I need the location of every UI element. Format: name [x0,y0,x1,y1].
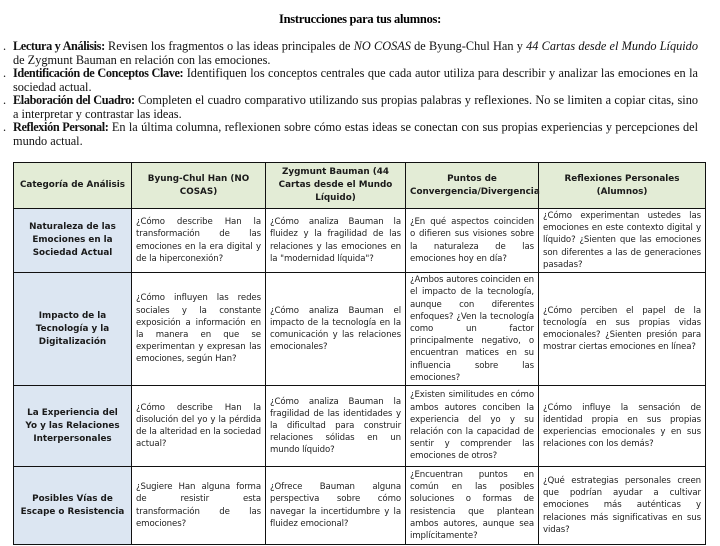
list-bullet: . [3,120,7,134]
instruction-text: de Zygmunt Bauman en relación con las emociones. [13,52,271,67]
convergencia-cell: ¿Existen similitudes en cómo ambos autores conciben la experiencia del yo y su relación con la capacidad de sentir y comprender las emociones de otros? [406,386,539,467]
category-cell: Posibles Vías de Escape o Resistencia [14,467,132,545]
instruction-text: Completen el cuadro comparativo utilizando sus propias palabras y reflexiones. No se limiten a copiar citas, sino a interpretar y contrastar las ideas. [13,93,699,121]
bauman-cell: ¿Cómo analiza Bauman la fluidez y la fragilidad de las relaciones y las emociones en la "modernidad líquida"? [266,209,406,273]
instruction-item-identificacion [0,67,720,94]
instruction-text: de Byung-Chul Han y [410,39,527,53]
table-row [14,386,706,467]
instruction-label: Identificación de Conceptos Clave: [13,66,184,80]
reflexiones-cell: ¿Qué estrategias personales creen que podrían ayudar a cultivar emociones más auténticas y relaciones más significativas en sus vidas? [539,467,706,545]
list-bullet: . [3,66,7,80]
list-bullet: . [3,39,7,53]
table-row [14,273,706,386]
header-convergencia: Puntos de Convergencia/Divergencia [406,163,539,209]
comparison-table [13,162,706,545]
category-cell: Naturaleza de las Emociones en la Sociedad Actual [14,209,132,273]
instruction-item-elaboracion [0,94,720,121]
instructions-list [0,40,720,148]
bauman-cell: ¿Cómo analiza Bauman el impacto de la tecnología en la comunicación y las relaciones emocionales? [266,273,406,386]
instruction-label: Elaboración del Cuadro: [13,93,135,107]
bauman-cell: ¿Ofrece Bauman alguna perspectiva sobre cómo navegar la incertidumbre y la fluidez emocional? [266,467,406,545]
instruction-text: Identifiquen los conceptos centrales que cada autor utiliza para describir y analizar las emociones en la sociedad actual. [13,66,698,94]
header-reflexiones: Reflexiones Personales (Alumnos) [539,163,706,209]
han-cell: ¿Cómo describe Han la disolución del yo y la pérdida de la alteridad en la sociedad actual? [132,386,266,467]
convergencia-cell: ¿En qué aspectos coinciden o difieren sus visiones sobre la naturaleza de las emociones hoy en día? [406,209,539,273]
instruction-item-lectura [0,40,720,67]
convergencia-cell: ¿Ambos autores coinciden en el impacto de la tecnología, aunque con diferentes enfoques? ¿Ven la tecnología como un factor principalmente negativo, o encuentran matices en su influencia sobre las emociones? [406,273,539,386]
reflexiones-cell: ¿Cómo experimentan ustedes las emociones en este contexto digital y líquido? ¿Sienten que las emociones son diferentes a las de generaciones pasadas? [539,209,706,273]
table-row [14,209,706,273]
instruction-text: Revisen los fragmentos o las ideas principales de [104,39,354,53]
han-cell: ¿Cómo describe Han la transformación de las emociones en la era digital y de la hiperconexión? [132,209,266,273]
category-cell: Impacto de la Tecnología y la Digitalización [14,273,132,386]
book-title-no-cosas: NO COSAS [353,39,411,53]
han-cell: ¿Cómo influyen las redes sociales y la constante exposición a información en la manera en que se experimentan y expresan las emociones, según Han? [132,273,266,386]
instruction-label: Reflexión Personal: [13,120,109,134]
reflexiones-cell: ¿Cómo perciben el papel de la tecnología en sus propias vidas emocionales? ¿Sienten presión para mostrar ciertas emociones en línea? [539,273,706,386]
instruction-text: En la última columna, reflexionen sobre cómo estas ideas se conectan con sus propias experiencias y percepciones del mundo actual. [13,120,699,148]
list-bullet: . [3,93,7,107]
header-bauman: Zygmunt Bauman (44 Cartas desde el Mundo Líquido) [266,163,406,209]
category-cell: La Experiencia del Yo y las Relaciones Interpersonales [14,386,132,467]
book-title-44-cartas: 44 Cartas desde el Mundo Líquido [526,39,698,53]
header-categoria: Categoría de Análisis [14,163,132,209]
convergencia-cell: ¿Encuentran puntos en común en las posibles soluciones o formas de resistencia que plantean ambos autores, aunque sea implícitamente? [406,467,539,545]
han-cell: ¿Sugiere Han alguna forma de resistir esta transformación de las emociones? [132,467,266,545]
table-row [14,467,706,545]
table-header-row [14,163,706,209]
reflexiones-cell: ¿Cómo influye la sensación de identidad propia en sus propias experiencias emocionales y en sus relaciones con los demás? [539,386,706,467]
instruction-label: Lectura y Análisis: [13,39,105,53]
instruction-item-reflexion [0,121,720,148]
header-han: Byung-Chul Han (NO COSAS) [132,163,266,209]
bauman-cell: ¿Cómo analiza Bauman la fragilidad de las identidades y la dificultad para construir relaciones sólidas en un mundo líquido? [266,386,406,467]
document-title: Instrucciones para tus alumnos: [279,12,441,26]
